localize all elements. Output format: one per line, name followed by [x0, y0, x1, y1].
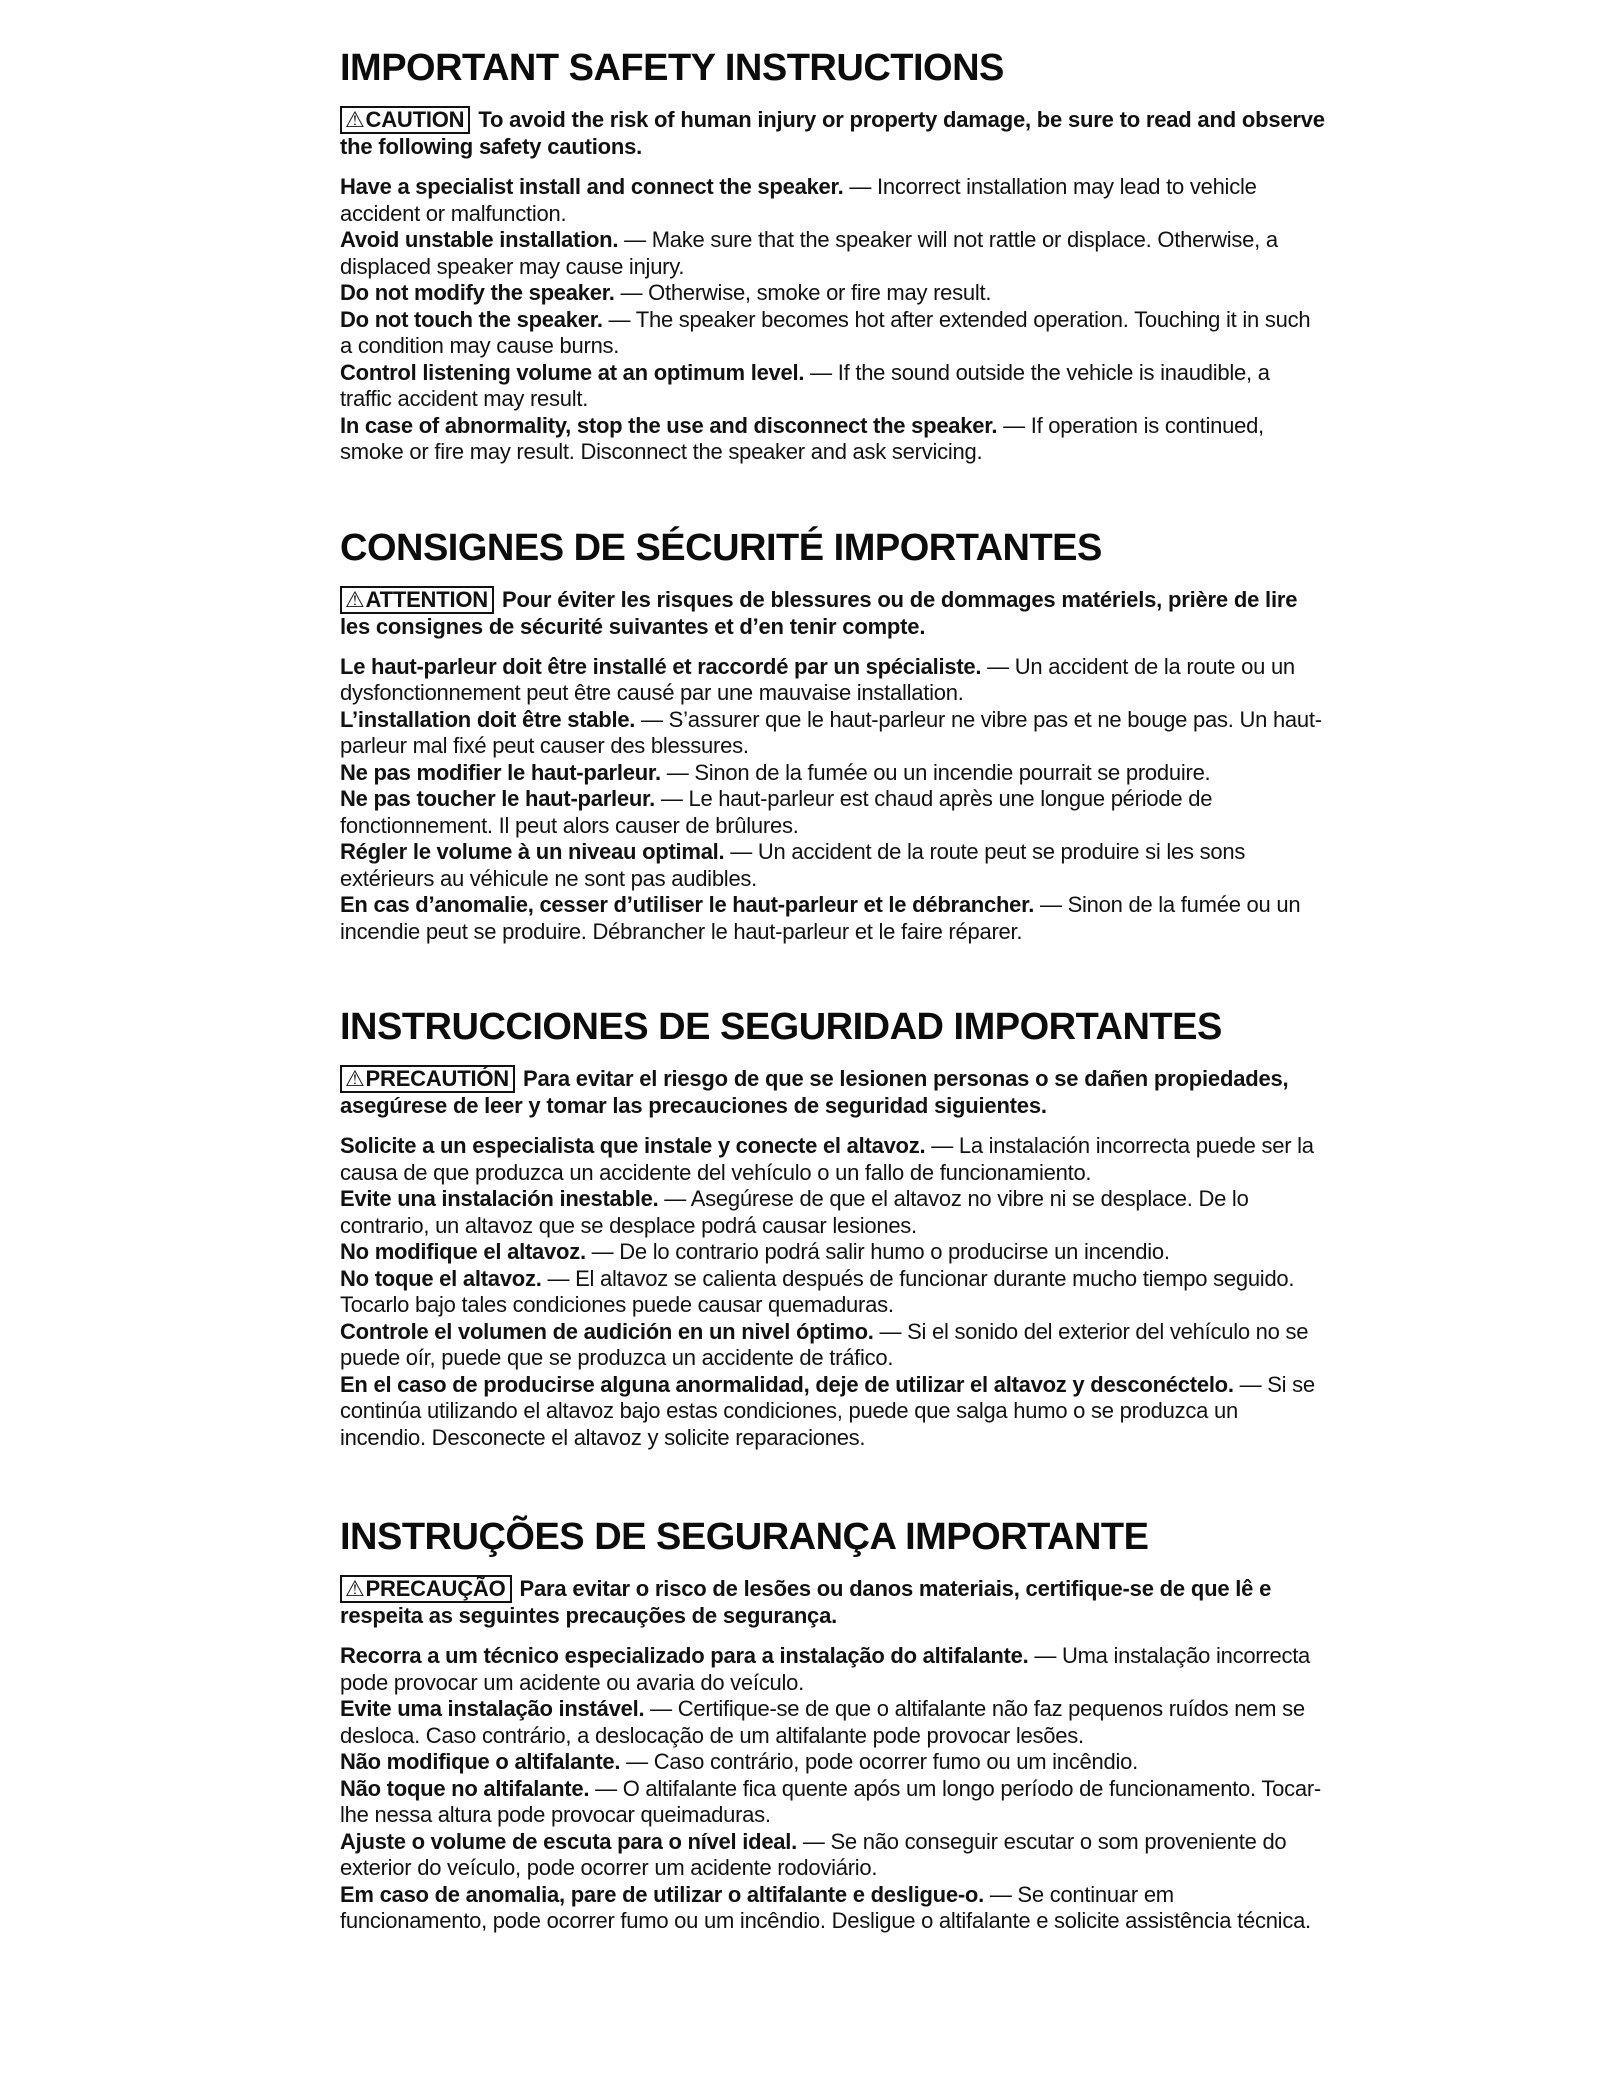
safety-item-text: — Caso contrário, pode ocorrer fumo ou um incêndio.: [620, 1749, 1138, 1774]
section-french: [340, 524, 1325, 946]
safety-item: [340, 707, 1325, 760]
safety-item: [340, 654, 1325, 707]
safety-item-title: Have a specialist install and connect the speaker.: [340, 174, 844, 199]
safety-item-title: No toque el altavoz.: [340, 1265, 542, 1291]
safety-item-text: — Certifique-se de que o altifalante não faz pequenos ruídos nem se desloca. Caso contrário, a deslocação de um altifalante pode provocar lesões.: [340, 1696, 1305, 1748]
warning-badge-label: PRECAUTIÓN: [365, 1066, 509, 1091]
section-heading: INSTRUÇÕES DE SEGURANÇA IMPORTANTE: [340, 1516, 1149, 1558]
section-heading: IMPORTANT SAFETY INSTRUCTIONS: [340, 47, 1004, 89]
safety-item: [340, 1186, 1325, 1239]
safety-item-text: — Se não conseguir escutar o som proveniente do exterior do veículo, pode ocorrer um acidente rodoviário.: [340, 1828, 1287, 1880]
safety-item: [340, 1829, 1325, 1882]
safety-item-title: Control listening volume at an optimum level.: [340, 359, 805, 385]
safety-item: [340, 1266, 1325, 1319]
section-spanish: [340, 1003, 1325, 1451]
warning-triangle-icon: ⚠: [345, 1576, 365, 1601]
safety-item-text: — Otherwise, smoke or fire may result.: [614, 280, 992, 305]
safety-item-title: Ajuste o volume de escuta para o nível ideal.: [340, 1828, 798, 1854]
safety-item-title: Em caso de anomalia, pare de utilizar o altifalante e desligue-o.: [340, 1881, 984, 1907]
safety-item-title: Não toque no altifalante.: [340, 1775, 590, 1801]
safety-item-text: — Incorrect installation may lead to vehicle accident or malfunction.: [340, 174, 1257, 226]
safety-item-text: — Se continuar em funcionamento, pode ocorrer fumo ou um incêndio. Desligue o altifalante e solicite assistência técnica.: [340, 1881, 1311, 1933]
safety-item-text: — Le haut-parleur est chaud après une longue période de fonctionnement. Il peut alors causer de brûlures.: [340, 786, 1213, 838]
caution-notice: [340, 586, 1325, 640]
safety-item-text: — S’assurer que le haut-parleur ne vibre pas et ne bouge pas. Un haut-parleur mal fixé peut causer des blessures.: [340, 706, 1322, 758]
safety-item-text: — Make sure that the speaker will not rattle or displace. Otherwise, a displaced speaker may cause injury.: [340, 227, 1278, 279]
safety-item-title: Solicite a un especialista que instale y conecte el altavoz.: [340, 1133, 926, 1158]
caution-notice: [340, 106, 1325, 160]
warning-triangle-icon: ⚠: [345, 586, 365, 612]
safety-item-title: En cas d’anomalie, cesser d’utiliser le haut-parleur et le débrancher.: [340, 892, 1035, 917]
safety-item-title: Ne pas modifier le haut-parleur.: [340, 759, 661, 785]
warning-badge-label: PRECAUÇÃO: [365, 1576, 506, 1601]
safety-item-title: Régler le volume à un niveau optimal.: [340, 839, 725, 864]
safety-item-title: Evite uma instalação instável.: [340, 1696, 645, 1721]
safety-item-text: — Uma instalação incorrecta pode provocar um acidente ou avaria do veículo.: [340, 1643, 1311, 1695]
safety-item-text: — If the sound outside the vehicle is inaudible, a traffic accident may result.: [340, 359, 1270, 411]
warning-badge: [340, 586, 494, 614]
warning-badge-label: ATTENTION: [365, 586, 488, 612]
safety-item-text: — Sinon de la fumée ou un incendie pourrait se produire.: [660, 759, 1211, 785]
safety-item-title: Do not modify the speaker.: [340, 280, 615, 305]
safety-item-title: In case of abnormality, stop the use and disconnect the speaker.: [340, 412, 998, 438]
safety-item-text: — If operation is continued, smoke or fire may result. Disconnect the speaker and ask servicing.: [340, 412, 1264, 464]
safety-item: [340, 360, 1325, 413]
safety-item-title: En el caso de producirse alguna anormalidad, deje de utilizar el altavoz y desconéctelo.: [340, 1371, 1234, 1397]
safety-item: [340, 760, 1325, 787]
safety-item: [340, 1643, 1325, 1696]
safety-item-title: Le haut-parleur doit être installé et raccordé par un spécialiste.: [340, 653, 982, 679]
warning-badge: [340, 1575, 512, 1603]
safety-item: [340, 1882, 1325, 1935]
safety-item-title: Ne pas toucher le haut-parleur.: [340, 786, 655, 811]
safety-item-text: — Asegúrese de que el altavoz no vibre ni se desplace. De lo contrario, un altavoz que se desplace podrá causar lesiones.: [340, 1186, 1249, 1238]
section-heading: INSTRUCCIONES DE SEGURIDAD IMPORTANTES: [340, 1006, 1222, 1048]
warning-text: Para evitar el riesgo de que se lesionen personas o se dañen propiedades, asegúrese de leer y tomar las precauciones de seguridad siguientes.: [340, 1066, 1289, 1118]
caution-notice: [340, 1575, 1325, 1629]
safety-item-title: Evite una instalación inestable.: [340, 1186, 659, 1211]
caution-notice: [340, 1065, 1325, 1119]
safety-item: [340, 1749, 1325, 1776]
safety-document: [340, 44, 1325, 1993]
safety-item-title: L’installation doit être stable.: [340, 706, 636, 732]
safety-item-text: — La instalación incorrecta puede ser la causa de que produzca un accidente del vehículo o un fallo de funcionamiento.: [340, 1133, 1314, 1185]
safety-item: [340, 1776, 1325, 1829]
warning-text: Para evitar o risco de lesões ou danos materiais, certifique-se de que lê e respeita as seguintes precauções de segurança.: [340, 1576, 1272, 1628]
safety-item-text: — Si se continúa utilizando el altavoz bajo estas condiciones, puede que salga humo o se produzca un incendio. Desconecte el altavoz y solicite reparaciones.: [340, 1371, 1315, 1450]
safety-item-text: — O altifalante fica quente após um longo período de funcionamento. Tocar-lhe nessa altura pode provocar queimaduras.: [340, 1775, 1321, 1827]
safety-item: [340, 413, 1325, 466]
safety-item-text: — Si el sonido del exterior del vehículo no se puede oír, puede que se produzca un accidente de tráfico.: [340, 1318, 1309, 1370]
safety-item-text: — Sinon de la fumée ou un incendie peut se produire. Débrancher le haut-parleur et le faire réparer.: [340, 892, 1301, 944]
warning-badge: [340, 106, 470, 134]
safety-item-title: Recorra a um técnico especializado para a instalação do altifalante.: [340, 1643, 1029, 1668]
section-portuguese: [340, 1513, 1325, 1935]
safety-item: [340, 307, 1325, 360]
safety-item: [340, 1372, 1325, 1452]
safety-item: [340, 786, 1325, 839]
safety-item: [340, 174, 1325, 227]
warning-badge-label: CAUTION: [365, 107, 465, 132]
safety-item: [340, 1696, 1325, 1749]
safety-item: [340, 227, 1325, 280]
safety-item-text: — De lo contrario podrá salir humo o producirse un incendio.: [585, 1239, 1170, 1264]
safety-item-title: Avoid unstable installation.: [340, 227, 619, 252]
safety-item: [340, 280, 1325, 307]
safety-item: [340, 839, 1325, 892]
safety-item-text: — El altavoz se calienta después de funcionar durante mucho tiempo seguido. Tocarlo bajo tales condiciones puede causar quemaduras.: [340, 1265, 1295, 1317]
safety-item-text: — The speaker becomes hot after extended operation. Touching it in such a condition may cause burns.: [340, 306, 1311, 358]
safety-item: [340, 1319, 1325, 1372]
warning-text: To avoid the risk of human injury or property damage, be sure to read and observe the following safety cautions.: [340, 107, 1325, 159]
safety-item-title: Do not touch the speaker.: [340, 306, 603, 332]
section-english: [340, 44, 1325, 466]
safety-item-text: — Un accident de la route ou un dysfonctionnement peut être causé par une mauvaise installation.: [340, 653, 1295, 705]
safety-item-title: Não modifique o altifalante.: [340, 1749, 621, 1774]
safety-item-title: Controle el volumen de audición en un nivel óptimo.: [340, 1318, 874, 1344]
safety-item: [340, 1239, 1325, 1266]
safety-item-text: — Un accident de la route peut se produire si les sons extérieurs au véhicule ne sont pas audibles.: [340, 839, 1246, 891]
safety-item-title: No modifique el altavoz.: [340, 1239, 586, 1264]
warning-triangle-icon: ⚠: [345, 1066, 365, 1091]
section-heading: CONSIGNES DE SÉCURITÉ IMPORTANTES: [340, 526, 1102, 569]
warning-text: Pour éviter les risques de blessures ou de dommages matériels, prière de lire les consignes de sécurité suivantes et d’en tenir compte.: [340, 586, 1298, 639]
warning-badge: [340, 1065, 515, 1093]
warning-triangle-icon: ⚠: [345, 107, 365, 132]
safety-item: [340, 892, 1325, 945]
safety-item: [340, 1133, 1325, 1186]
